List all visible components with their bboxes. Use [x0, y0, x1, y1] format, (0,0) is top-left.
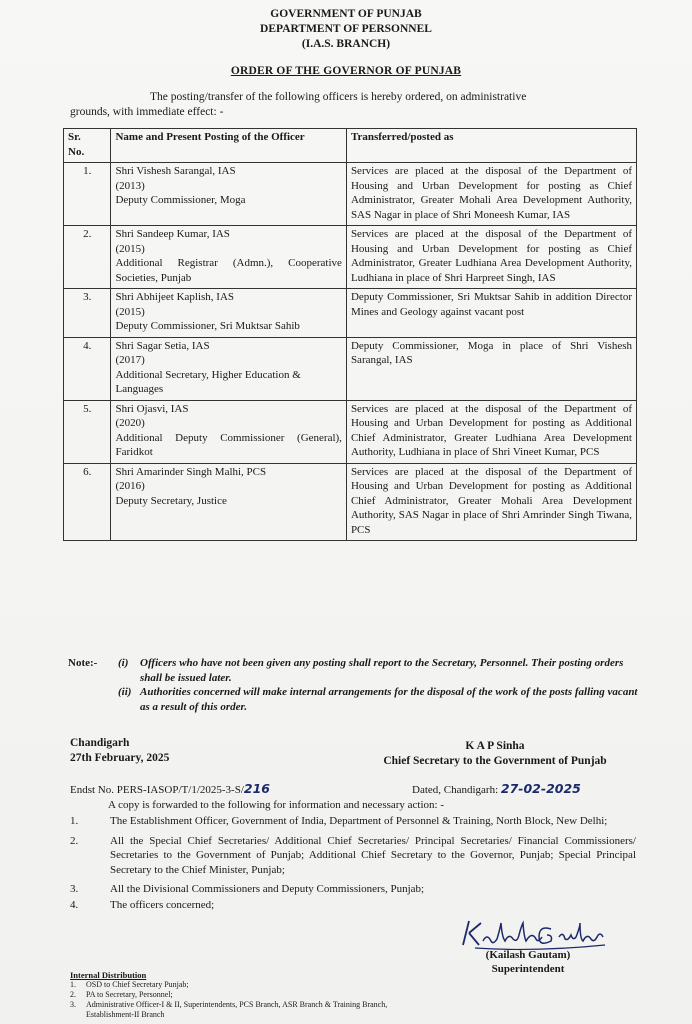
row-officer: [111, 463, 346, 541]
officer-posting: Additional Deputy Commissioner (General), Faridkot: [115, 431, 342, 458]
officer-batch: (2015): [115, 242, 145, 255]
endst-prefix: Endst No. PERS-IASOP/T/1/2025-3-S/: [70, 784, 244, 796]
list-item: [70, 990, 390, 1000]
row-sr: 5.: [64, 400, 111, 463]
row-transfer: Deputy Commissioner, Sri Muktsar Sahib in addition Director Mines and Geology against vacant post: [346, 289, 636, 338]
intro-line-2: grounds, with immediate effect: -: [70, 106, 224, 118]
officer-name: Shri Sandeep Kumar, IAS: [115, 228, 230, 240]
superintendent-title: Superintendent: [491, 963, 565, 975]
transfer-table: [63, 128, 637, 541]
endst-handwritten-no: 216: [243, 781, 270, 796]
table-row: [64, 226, 637, 289]
officer-batch: (2020): [115, 417, 145, 429]
list-item: [70, 898, 636, 913]
dated-label: Dated, Chandigarh:: [412, 784, 499, 796]
list-text: OSD to Chief Secretary Punjab;: [86, 980, 189, 989]
list-number: 3.: [70, 1000, 76, 1009]
department-heading: DEPARTMENT OF PERSONNEL: [260, 23, 432, 35]
list-item: [70, 882, 636, 897]
header-sr-label: Sr.: [68, 131, 81, 143]
internal-distribution-title: Internal Distribution: [70, 970, 147, 980]
table-row: [64, 163, 637, 226]
table-header-row: [64, 129, 637, 163]
list-text: The Establishment Officer, Government of India, Department of Personnel & Training, North Block, New Delhi;: [110, 815, 608, 827]
list-text: Administrative Officer-I & II, Superintendents, PCS Branch, ASR Branch & Training Branch, Establishment-II Branch: [86, 1000, 388, 1019]
note-number: (ii): [118, 686, 132, 698]
branch-heading: (I.A.S. BRANCH): [301, 38, 391, 50]
list-text: All the Special Chief Secretaries/ Additional Chief Secretaries/ Principal Secretaries/ Financial Commissioners/ Secretaries to the Government of Punjab; Additional Chief Secretary to the Governor, Punjab; Special Principal Secretary to the Chief Minister, Punjab;: [110, 834, 636, 876]
row-sr: 1.: [64, 163, 111, 226]
row-officer: [111, 400, 346, 463]
row-transfer: Services are placed at the disposal of the Department of Housing and Urban Development for posting as Chief Administrator, Greater Mohali Area Development Authority, SAS Nagar in place of Shri Moneesh Kumar, IAS: [346, 163, 636, 226]
row-transfer: Deputy Commissioner, Moga in place of Shri Vishesh Sarangal, IAS: [346, 337, 636, 400]
list-number: 2.: [70, 834, 79, 847]
superintendent-name: (Kailash Gautam): [485, 949, 571, 961]
officer-posting: Deputy Commissioner, Sri Muktsar Sahib: [115, 320, 300, 332]
row-officer: [111, 289, 346, 338]
officer-name: Shri Amarinder Singh Malhi, PCS: [115, 465, 267, 478]
list-number: 4.: [70, 898, 79, 911]
table-row: [64, 463, 637, 541]
table-row: [64, 400, 637, 463]
list-number: 1.: [70, 815, 79, 827]
copy-forward-line: A copy is forwarded to the following for information and necessary action: -: [108, 799, 445, 811]
list-item: [70, 814, 636, 829]
place-date-block: [70, 736, 169, 766]
header-name: Name and Present Posting of the Officer: [111, 129, 346, 163]
row-sr: 4.: [64, 337, 111, 400]
officer-batch: (2016): [115, 480, 145, 492]
officer-posting: Deputy Secretary, Justice: [115, 494, 227, 507]
place: Chandigarh: [70, 737, 130, 749]
officer-name: Shri Ojasvi, IAS: [115, 402, 189, 415]
header-transfer: Transferred/posted as: [346, 129, 636, 163]
note-text: Authorities concerned will make internal arrangements for the disposal of the work of the posts falling vacant as a result of this order.: [140, 686, 638, 713]
list-item: [70, 834, 636, 878]
list-item: [70, 1000, 390, 1020]
internal-distribution: [70, 970, 390, 1020]
list-item: [70, 980, 390, 990]
signatory-name: K A P Sinha: [465, 740, 525, 752]
header-sr-no: [64, 129, 111, 163]
list-number: 2.: [70, 990, 76, 999]
officer-batch: (2015): [115, 305, 145, 318]
officer-posting: Deputy Commissioner, Moga: [115, 194, 246, 206]
officer-batch: (2017): [115, 354, 145, 366]
note-number: (i): [118, 657, 129, 669]
note-item: [68, 656, 638, 685]
row-sr: 6.: [64, 463, 111, 541]
table-row: [64, 289, 637, 338]
note-section: [68, 656, 638, 714]
note-text: Officers who have not been given any posting shall report to the Secretary, Personnel. Their posting orders shall be issued later.: [140, 657, 624, 684]
note-item: [68, 685, 638, 714]
list-text: PA to Secretary, Personnel;: [86, 990, 173, 999]
handwritten-date: 27-02-2025: [500, 781, 581, 796]
row-transfer: Services are placed at the disposal of the Department of Housing and Urban Development for posting as Chief Administrator, Greater Ludhiana Area Development Authority, Ludhiana in place of Shri Harpreet Singh, IAS: [346, 226, 636, 289]
superintendent-block: [458, 948, 598, 976]
row-sr: 2.: [64, 226, 111, 289]
officer-batch: (2013): [115, 179, 145, 192]
endorsement-number: [70, 781, 270, 796]
government-heading: GOVERNMENT OF PUNJAB: [270, 8, 422, 20]
copy-list: [70, 814, 636, 917]
list-number: 1.: [70, 980, 76, 989]
officer-posting: Additional Registrar (Admn.), Cooperative Societies, Punjab: [115, 257, 342, 284]
list-text: All the Divisional Commissioners and Deputy Commissioners, Punjab;: [110, 883, 425, 895]
row-officer: [111, 337, 346, 400]
row-transfer: Services are placed at the disposal of the Department of Housing and Urban Development for posting as Additional Chief Administrator, Greater Mohali Area Development Authority, SAS Nagar in place of Shri Amrinder Singh Tiwana, PCS: [346, 463, 636, 541]
endorsement-date: [412, 781, 581, 796]
list-number: 3.: [70, 883, 79, 895]
list-text: The officers concerned;: [110, 898, 215, 911]
note-label: Note:-: [68, 657, 98, 669]
signatory-title: Chief Secretary to the Government of Punjab: [383, 755, 607, 767]
row-officer: [111, 163, 346, 226]
officer-name: Shri Vishesh Sarangal, IAS: [115, 165, 236, 177]
table-row: [64, 337, 637, 400]
order-title: ORDER OF THE GOVERNOR OF PUNJAB: [230, 65, 462, 77]
row-transfer: Services are placed at the disposal of the Department of Housing and Urban Development for posting as Additional Chief Administrator, Greater Ludhiana Area Development Authority, Ludhiana in place of Shri Vineet Kumar, PCS: [346, 400, 636, 463]
header-no-label: No.: [68, 145, 85, 158]
officer-name: Shri Sagar Setia, IAS: [115, 339, 210, 352]
intro-line-1: The posting/transfer of the following officers is hereby ordered, on administrative: [150, 91, 527, 103]
signatory-block: [350, 739, 640, 769]
order-date: 27th February, 2025: [70, 752, 170, 764]
officer-name: Shri Abhijeet Kaplish, IAS: [115, 291, 235, 303]
row-officer: [111, 226, 346, 289]
intro-paragraph: [70, 90, 635, 120]
officer-posting: Additional Secretary, Higher Education & Languages: [115, 368, 301, 395]
row-sr: 3.: [64, 289, 111, 338]
